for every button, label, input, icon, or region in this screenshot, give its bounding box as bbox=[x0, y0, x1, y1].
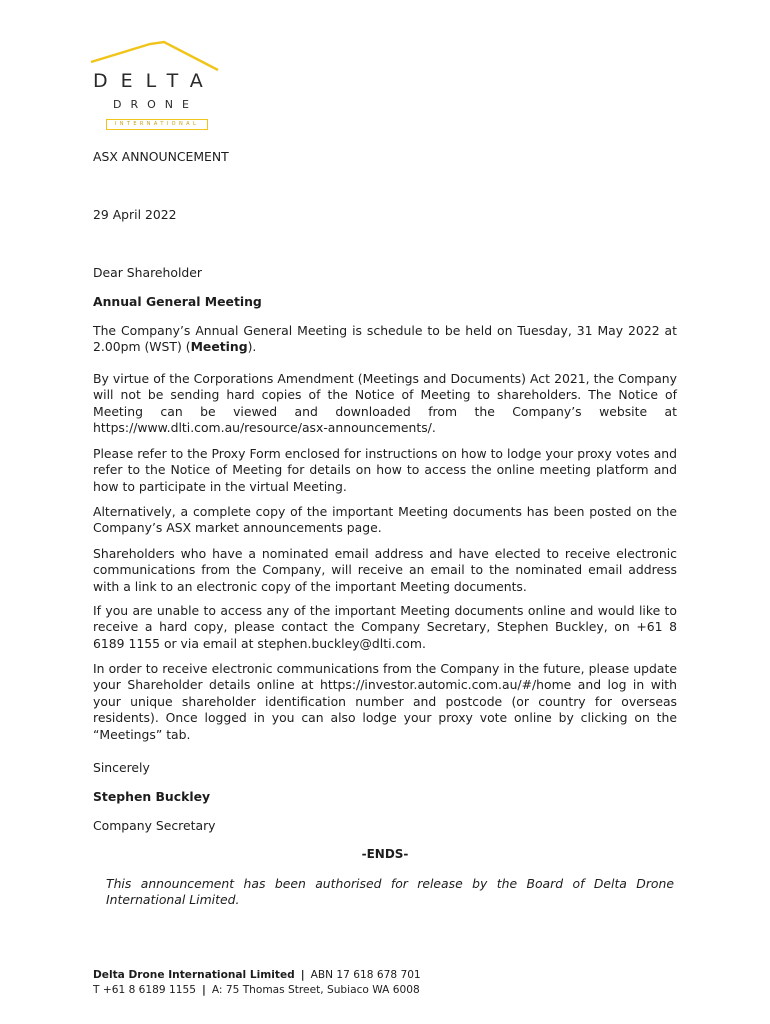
footer-abn: ABN 17 618 678 701 bbox=[310, 969, 421, 981]
subject-heading: Annual General Meeting bbox=[93, 294, 262, 309]
footer-company-name: Delta Drone International Limited bbox=[93, 969, 295, 981]
paragraph-meeting-date-text: The Company’s Annual General Meeting is schedule to be held on Tuesday, 31 May 2022 at 2.00pm (WST) ( bbox=[93, 323, 677, 355]
paragraph-meeting-date-tail: ). bbox=[247, 339, 257, 355]
logo-wordmark-drone: DRONE bbox=[113, 98, 198, 111]
ends-marker: -ENDS- bbox=[361, 847, 409, 861]
meeting-defined-term: Meeting bbox=[190, 339, 248, 355]
footer-line-1 bbox=[93, 968, 693, 983]
paragraph-asx-copy: Alternatively, a complete copy of the important Meeting documents has been posted on the Company’s ASX market announcements page. bbox=[93, 504, 677, 536]
footer-separator: | bbox=[300, 969, 305, 981]
signatory-title: Company Secretary bbox=[93, 818, 216, 833]
closing: Sincerely bbox=[93, 760, 150, 775]
document-date: 29 April 2022 bbox=[93, 207, 177, 222]
logo-wordmark-delta: DELTA bbox=[93, 70, 216, 92]
footer-phone: T +61 8 6189 1155 bbox=[93, 984, 196, 996]
page-footer bbox=[93, 968, 693, 998]
salutation: Dear Shareholder bbox=[93, 265, 203, 280]
paragraph-hard-copy: If you are unable to access any of the important Meeting documents online and would like to receive a hard copy, please contact the Company Secretary, Stephen Buckley, on +61 8 6189 1155 or via email at stephen.buckley@dlti.com. bbox=[93, 603, 677, 651]
document-type-label: ASX ANNOUNCEMENT bbox=[93, 149, 229, 164]
paragraph-notice-availability: By virtue of the Corporations Amendment (Meetings and Documents) Act 2021, the Company will not be sending hard copies of the Notice of Meeting to shareholders. The Notice of Meeting can be viewed and downloaded from the Company’s website at https://www.dlti.com.au/resource/asx-announcements/. bbox=[93, 371, 677, 436]
footer-line-2 bbox=[93, 983, 693, 998]
paragraph-meeting-date bbox=[93, 323, 677, 356]
signatory-name: Stephen Buckley bbox=[93, 789, 211, 804]
paragraph-email-recipients: Shareholders who have a nominated email address and have elected to receive electronic communications from the Company, will receive an email to the nominated email address with a link to an electronic copy of the important Meeting documents. bbox=[93, 546, 677, 594]
paragraph-electronic-comms: In order to receive electronic communications from the Company in the future, please update your Shareholder details online at https://investor.automic.com.au/#/home and log in with your unique shareholder identification number and postcode (or country for overseas residents). Once logged in you can also lodge your proxy vote online by clicking on the “Meetings” tab. bbox=[93, 661, 677, 742]
authorisation-statement: This announcement has been authorised for release by the Board of Delta Drone International Limited. bbox=[106, 876, 674, 908]
delta-drone-logo bbox=[88, 36, 226, 132]
footer-separator: | bbox=[201, 984, 206, 996]
logo-wordmark-international: INTERNATIONAL bbox=[106, 119, 208, 130]
footer-address: A: 75 Thomas Street, Subiaco WA 6008 bbox=[211, 984, 420, 996]
paragraph-proxy-form: Please refer to the Proxy Form enclosed for instructions on how to lodge your proxy votes and refer to the Notice of Meeting for details on how to access the online meeting platform and how to participate in the virtual Meeting. bbox=[93, 446, 677, 494]
